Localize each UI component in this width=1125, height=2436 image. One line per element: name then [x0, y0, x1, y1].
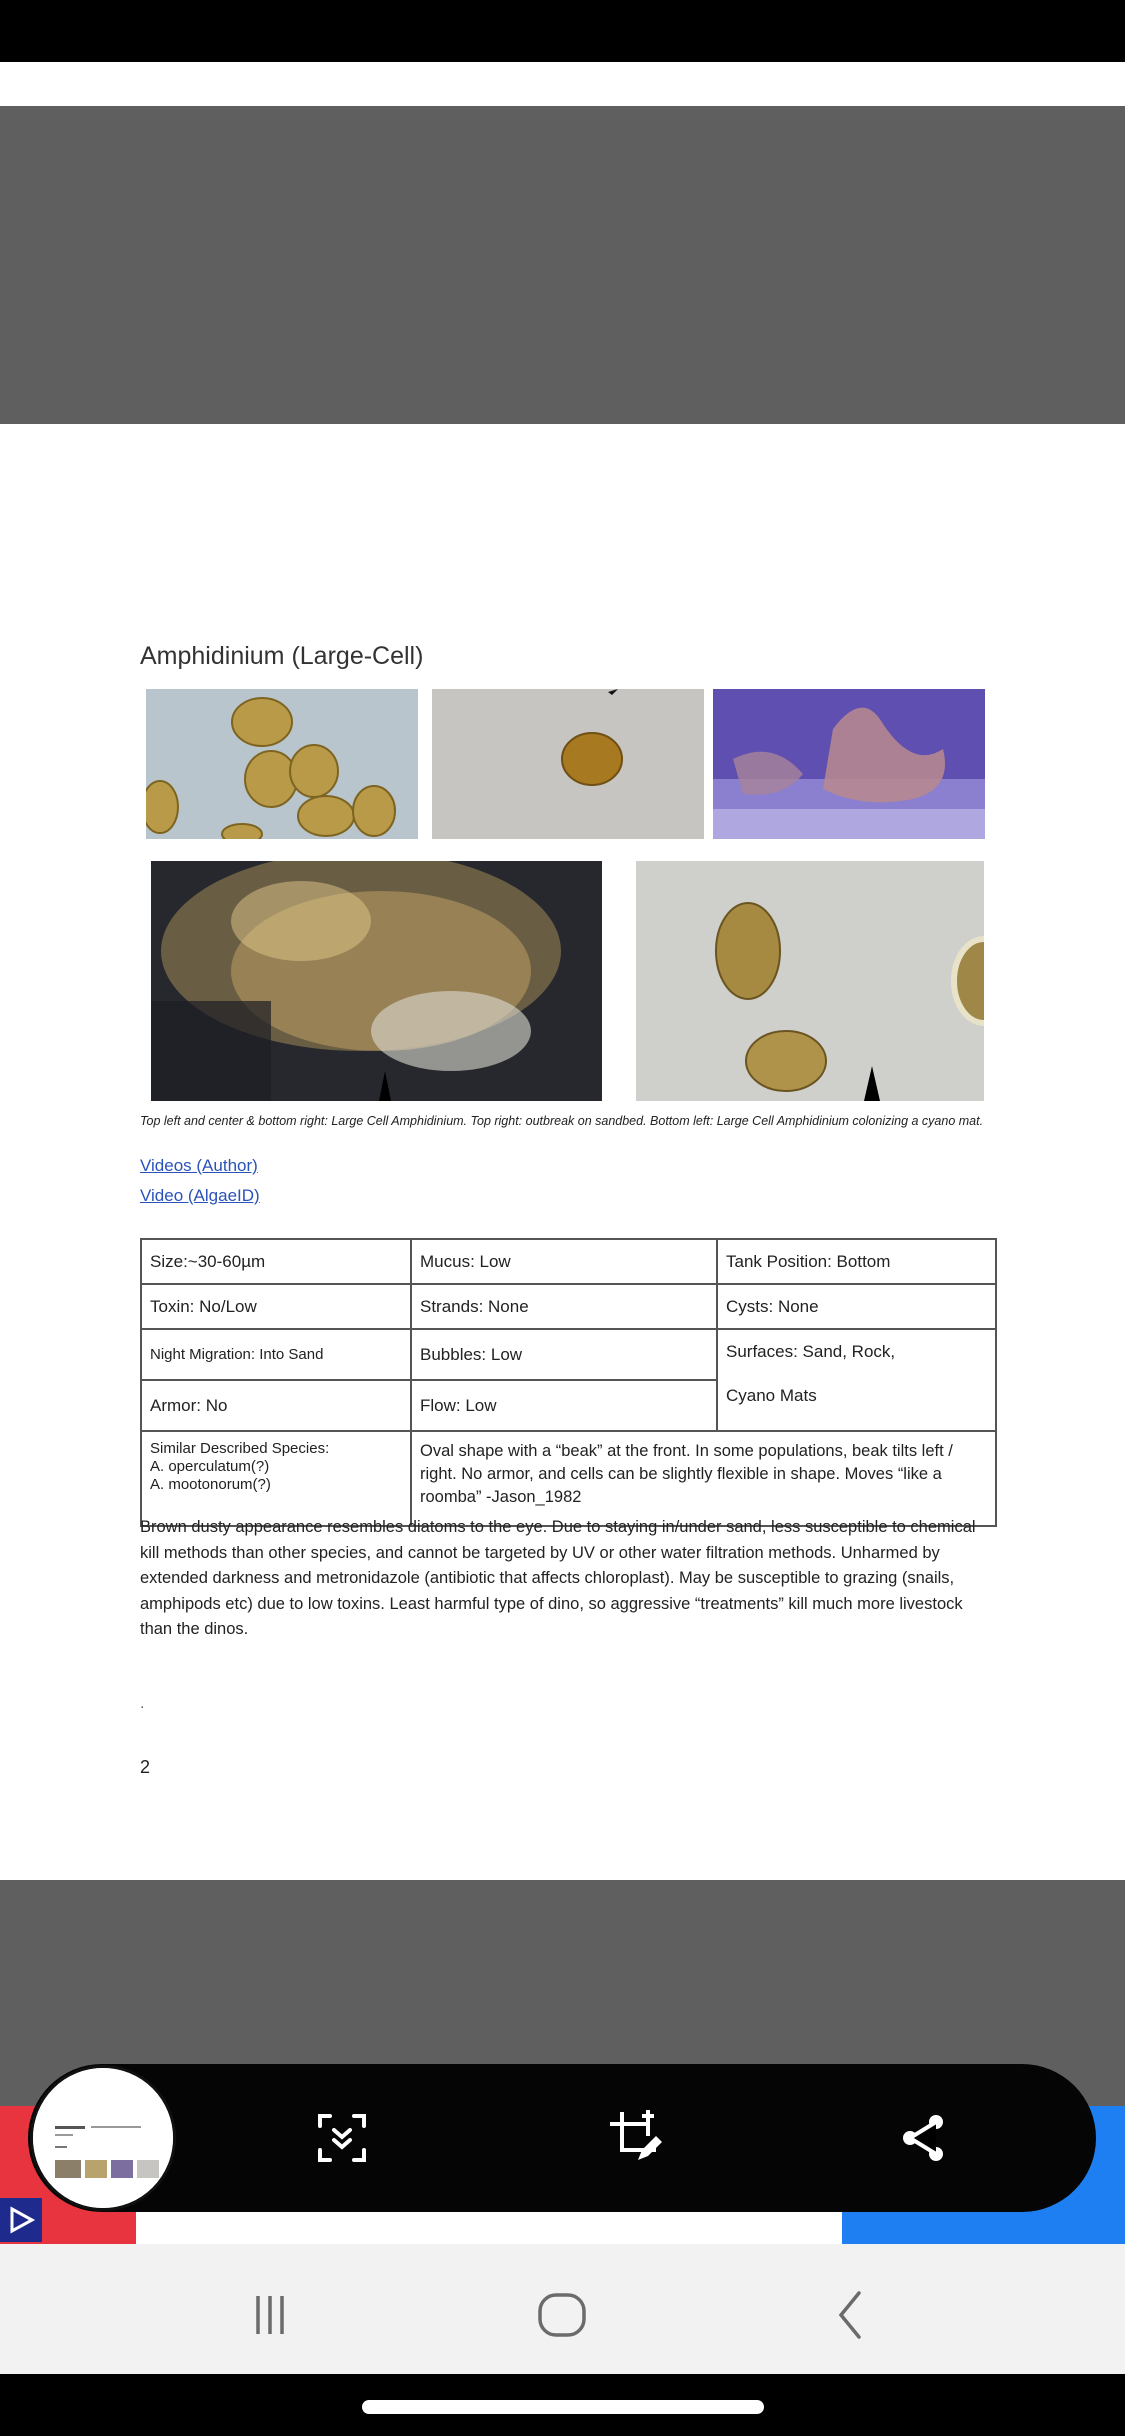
table-cell: Strands: None [411, 1284, 717, 1329]
similar-species-cell [141, 1431, 411, 1526]
photo-bottom-left [151, 861, 602, 1101]
table-row [141, 1284, 996, 1329]
share-button[interactable] [884, 2098, 964, 2178]
photo-top-left [146, 689, 418, 839]
table-row [141, 1329, 996, 1380]
table-cell: Cysts: None [717, 1284, 996, 1329]
viewer-background-top [0, 106, 1125, 424]
table-row [141, 1239, 996, 1284]
table-cell [717, 1329, 996, 1431]
table-cell: Flow: Low [411, 1380, 717, 1431]
table-row [141, 1431, 996, 1526]
ad-choices-icon[interactable] [0, 2198, 42, 2242]
species-label: Similar Described Species: [150, 1440, 330, 1457]
stray-mark: . [140, 1695, 145, 1712]
description-paragraph: Brown dusty appearance resembles diatoms to the eye. Due to staying in/under sand, less susceptible to chemical kill methods than other species, and cannot be targeted by UV or other water filtration methods. Unharmed by extended darkness and metronidazole (antibiotic that affects chloroplast). May be susceptible to grazing (snails, amphipods etc) due to low toxins. Least harmful type of dino, so aggressive “treatments” kill much more livestock than the dinos. [140, 1518, 976, 1638]
table-cell: Size:~30-60µm [141, 1239, 411, 1284]
video-algaeid-link[interactable]: Video (AlgaeID) [140, 1186, 260, 1205]
recent-apps-icon [250, 2290, 290, 2340]
photo-top-center [432, 689, 704, 839]
scroll-capture-button[interactable] [302, 2098, 382, 2178]
table-cell: Bubbles: Low [411, 1329, 717, 1380]
top-strip [0, 62, 1125, 106]
photo-bottom-right [636, 861, 984, 1101]
table-cell: Toxin: No/Low [141, 1284, 411, 1329]
home-indicator[interactable] [362, 2400, 764, 2414]
screenshot-thumbnail[interactable] [30, 2065, 176, 2211]
species-item: A. mootonorum(?) [150, 1476, 271, 1493]
species-item: A. operculatum(?) [150, 1458, 270, 1475]
photo-caption: Top left and center & bottom right: Large Cell Amphidinium. Top right: outbreak on sandbed. Bottom left: Large Cell Amphidinium colonizing a cyano mat. [140, 1114, 984, 1128]
surfaces-line-1: Surfaces: Sand, Rock, [726, 1342, 896, 1361]
table-cell: Armor: No [141, 1380, 411, 1431]
crop-edit-button[interactable] [596, 2098, 676, 2178]
crop-edit-icon [608, 2110, 664, 2166]
scroll-capture-icon [314, 2110, 370, 2166]
document-title: Amphidinium (Large-Cell) [140, 642, 424, 670]
table-cell: Night Migration: Into Sand [141, 1329, 411, 1380]
table-cell: Mucus: Low [411, 1239, 717, 1284]
table-cell: Tank Position: Bottom [717, 1239, 996, 1284]
back-button[interactable] [806, 2280, 896, 2350]
back-icon [831, 2287, 871, 2343]
videos-author-link[interactable]: Videos (Author) [140, 1156, 258, 1175]
species-description-cell: Oval shape with a “beak” at the front. In some populations, beak tilts left / right. No armor, and cells can be slightly flexible in shape. Moves “like a roomba” -Jason_1982 [411, 1431, 996, 1526]
photo-top-right [713, 689, 985, 839]
share-icon [896, 2110, 952, 2166]
status-bar [0, 0, 1125, 62]
home-button[interactable] [517, 2280, 607, 2350]
surfaces-line-2: Cyano Mats [726, 1386, 817, 1405]
recent-apps-button[interactable] [225, 2280, 315, 2350]
home-icon [534, 2287, 590, 2343]
characteristics-table [140, 1238, 997, 1527]
page-number: 2 [140, 1757, 151, 1777]
